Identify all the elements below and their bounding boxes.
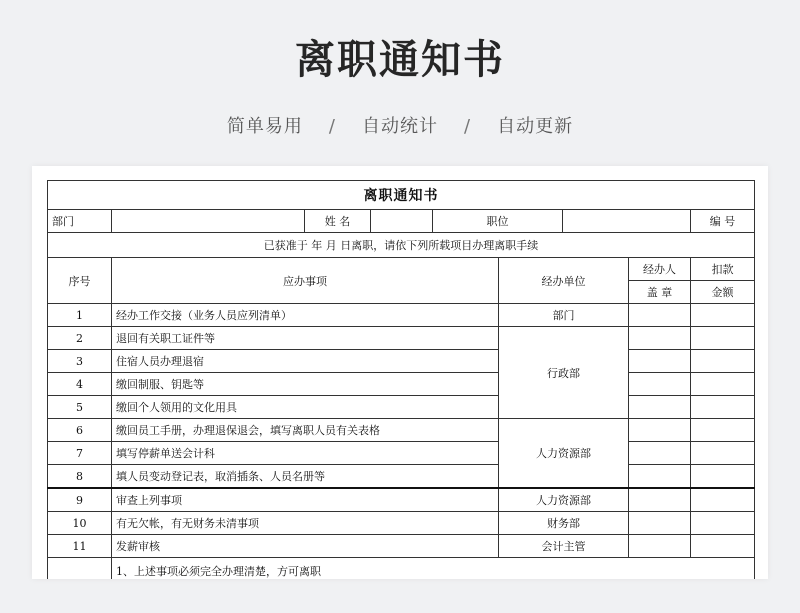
table-row [48, 442, 755, 465]
row-unit-admin: 行政部 [499, 327, 629, 419]
row-number: 5 [48, 396, 112, 419]
tag-separator: / [328, 116, 336, 137]
position-value-cell[interactable] [563, 210, 691, 233]
number-label: 编 号 [691, 210, 755, 233]
amount-cell[interactable] [691, 373, 755, 396]
seal-cell[interactable] [629, 396, 691, 419]
row-item: 缴回个人领用的文化用具 [112, 396, 499, 419]
row-number: 3 [48, 350, 112, 373]
tag-auto-update: 自动更新 [497, 116, 574, 137]
col-handler-header: 经办人 [629, 258, 691, 281]
row-item: 有无欠帐，有无财务未清事项 [112, 512, 499, 535]
page-title: 离职通知书 [295, 37, 505, 83]
seal-cell[interactable] [629, 535, 691, 558]
seal-cell[interactable] [629, 488, 691, 512]
amount-cell[interactable] [691, 442, 755, 465]
table-row [48, 304, 755, 327]
amount-cell[interactable] [691, 396, 755, 419]
tag-separator: / [464, 116, 472, 137]
col-unit-header: 经办单位 [499, 258, 629, 304]
row-item: 填人员变动登记表，取消插条、人员名册等 [112, 465, 499, 489]
table-row [48, 373, 755, 396]
col-item-header: 应办事项 [112, 258, 499, 304]
amount-cell[interactable] [691, 327, 755, 350]
col-amount-header: 金额 [691, 281, 755, 304]
name-label: 姓 名 [305, 210, 371, 233]
amount-cell[interactable] [691, 304, 755, 327]
dept-label: 部门 [48, 210, 112, 233]
row-item: 经办工作交接（业务人员应列清单） [112, 304, 499, 327]
info-row [48, 210, 755, 233]
col-seq-header: 序号 [48, 258, 112, 304]
row-item: 缴回员工手册，办理退保退会，填写离职人员有关表格 [112, 419, 499, 442]
row-number: 4 [48, 373, 112, 396]
seal-cell[interactable] [629, 327, 691, 350]
row-unit: 会计主管 [499, 535, 629, 558]
amount-cell[interactable] [691, 465, 755, 489]
row-number: 6 [48, 419, 112, 442]
seal-cell[interactable] [629, 512, 691, 535]
row-unit: 部门 [499, 304, 629, 327]
table-row [48, 396, 755, 419]
amount-cell[interactable] [691, 512, 755, 535]
table-row [48, 488, 755, 512]
row-number: 11 [48, 535, 112, 558]
table-row [48, 419, 755, 442]
tag-easy: 简单易用 [226, 116, 303, 137]
notice-text: 已获准于 年 月 日离职，请依下列所载项目办理离职手续 [48, 233, 755, 258]
amount-cell[interactable] [691, 488, 755, 512]
row-item: 发薪审核 [112, 535, 499, 558]
header-row-1 [48, 258, 755, 281]
row-item: 退回有关职工证件等 [112, 327, 499, 350]
col-seal-header: 盖 章 [629, 281, 691, 304]
amount-cell[interactable] [691, 535, 755, 558]
spreadsheet-preview [32, 166, 768, 579]
row-item: 住宿人员办理退宿 [112, 350, 499, 373]
col-deduct-header: 扣款 [691, 258, 755, 281]
row-number: 1 [48, 304, 112, 327]
table-row [48, 535, 755, 558]
row-number: 7 [48, 442, 112, 465]
note-row [48, 558, 755, 580]
position-label: 职位 [433, 210, 563, 233]
seal-cell[interactable] [629, 419, 691, 442]
dept-value-cell[interactable] [112, 210, 305, 233]
seal-cell[interactable] [629, 442, 691, 465]
row-number: 9 [48, 488, 112, 512]
row-number: 2 [48, 327, 112, 350]
row-number: 10 [48, 512, 112, 535]
row-item: 填写停薪单送会计科 [112, 442, 499, 465]
name-value-cell[interactable] [371, 210, 433, 233]
seal-cell[interactable] [629, 350, 691, 373]
row-unit: 财务部 [499, 512, 629, 535]
row-number: 8 [48, 465, 112, 489]
table-row [48, 512, 755, 535]
tag-auto-stat: 自动统计 [362, 116, 438, 137]
seal-cell[interactable] [629, 304, 691, 327]
seal-cell[interactable] [629, 465, 691, 489]
table-row [48, 465, 755, 489]
table-row [48, 327, 755, 350]
row-item: 审查上列事项 [112, 488, 499, 512]
row-unit: 人力资源部 [499, 488, 629, 512]
seal-cell[interactable] [629, 373, 691, 396]
amount-cell[interactable] [691, 350, 755, 373]
resignation-form-table [47, 180, 755, 579]
amount-cell[interactable] [691, 419, 755, 442]
row-item: 缴回制服、钥匙等 [112, 373, 499, 396]
feature-tags [0, 112, 800, 138]
table-row [48, 350, 755, 373]
form-title: 离职通知书 [48, 181, 755, 210]
row-unit-hr: 人力资源部 [499, 419, 629, 489]
note-seq-cell [48, 558, 112, 580]
note-text: 1、上述事项必须完全办理清楚，方可离职 [112, 558, 755, 580]
